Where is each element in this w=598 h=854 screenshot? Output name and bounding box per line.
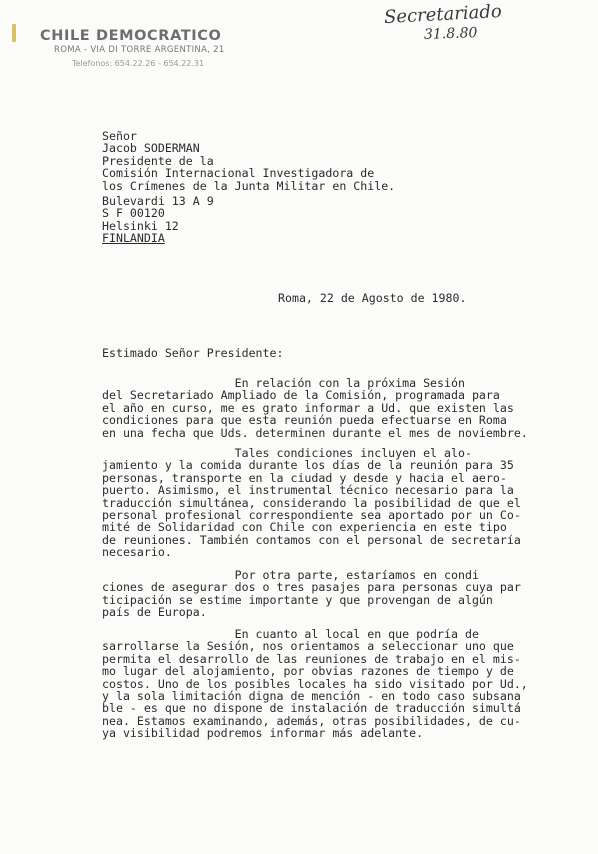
letterhead (40, 28, 225, 69)
paragraph-line: nea. Estamos examinando, además, otras posibilidades, de cu- (102, 713, 521, 728)
paragraph-3 (102, 569, 521, 619)
recipient-line: Presidente de la (102, 153, 214, 168)
paragraph-line: traducción simultánea, considerando la posibilidad de que el (102, 495, 521, 510)
date-line (278, 292, 466, 304)
paragraph-line: costos. Uno de los posibles locales ha sido visitado por Ud., (102, 676, 528, 691)
letterhead-phones: Telefonos: 654.22.26 - 654.22.31 (72, 59, 205, 68)
paragraph-line: sarrollarse la Sesión, nos orientamos a seleccionar uno que (102, 639, 514, 654)
paragraph-line: en una fecha que Uds. determinen durante el mes de noviembre. (102, 425, 528, 440)
paragraph-line: personas, transporte en la ciudad y desde y hacia el aero- (102, 470, 507, 485)
salutation-text: Estimado Señor Presidente: (102, 346, 284, 360)
paragraph-line: Por otra parte, estaríamos en condi (102, 568, 479, 582)
letterhead-name: CHILE DEMOCRATICO (40, 28, 222, 44)
paragraph-line: mo lugar del alojamiento, por obvias razones de tiempo y de (102, 664, 514, 679)
paragraph-line: permita el desarrollo de las reuniones de trabajo en el mis- (102, 651, 521, 666)
address-block (102, 195, 214, 245)
paragraph-2 (102, 447, 521, 559)
address-line: Bulevardi 13 A 9 (102, 194, 214, 208)
paragraph-line: necesario. (102, 545, 172, 560)
paragraph-4 (102, 628, 528, 740)
paragraph-1 (102, 377, 528, 439)
paragraph-line: y la sola limitación digna de mención - en todo caso subsana (102, 689, 521, 704)
paragraph-line: puerto. Asimismo, el instrumental técnico necesario para la (102, 483, 514, 498)
paragraph-line: condiciones para que esta reunión pueda efectuarse en Roma (102, 413, 507, 428)
date-text: Roma, 22 de Agosto de 1980. (278, 291, 467, 305)
recipient-line: Señor (102, 129, 137, 143)
recipient-line: los Crímenes de la Junta Militar en Chile. (102, 178, 396, 193)
paragraph-line: En relación con la próxima Sesión (102, 376, 465, 390)
paragraph-line: de reuniones. También contamos con el personal de secretaría (102, 532, 521, 547)
handwritten-note: Secretariado (383, 0, 503, 29)
address-country: FINLANDIA (102, 231, 165, 246)
address-line: Helsinki 12 (102, 218, 179, 233)
address-line: S F 00120 (102, 206, 165, 221)
paragraph-line: personal profesional correspondiente sea aportado por un Co- (102, 508, 521, 523)
paragraph-line: ciones de asegurar dos o tres pasajes para personas cuya par (102, 580, 521, 595)
letterhead-address: ROMA - VIA DI TORRE ARGENTINA, 21 (54, 45, 225, 55)
recipient-line: Comisión Internacional Investigadora de (102, 166, 375, 181)
paragraph-line: ble - es que no dispone de instalación de traducción simultá (102, 701, 521, 716)
salutation (102, 347, 283, 359)
paragraph-line: mité de Solidaridad con Chile con experiencia en este tipo (102, 520, 507, 535)
paragraph-line: del Secretariado Ampliado de la Comisión, programada para (102, 388, 500, 403)
paragraph-line: ticipación se estime importante y que provengan de algún (102, 592, 493, 607)
recipient-line: Jacob SODERMAN (102, 141, 200, 156)
handwritten-date: 31.8.80 (423, 25, 478, 43)
paragraph-line: jamiento y la comida durante los días de la reunión para 35 (102, 458, 514, 473)
paragraph-line: país de Europa. (102, 605, 207, 620)
recipient-block (102, 130, 395, 192)
paragraph-line: el año en curso, me es grato informar a Ud. que existen las (102, 400, 514, 415)
paragraph-line: Tales condiciones incluyen el alo- (102, 446, 472, 460)
staple-mark-icon (12, 24, 16, 42)
paragraph-line: En cuanto al local en que podría de (102, 627, 479, 641)
paragraph-line: ya visibilidad podremos informar más adelante. (102, 726, 424, 741)
